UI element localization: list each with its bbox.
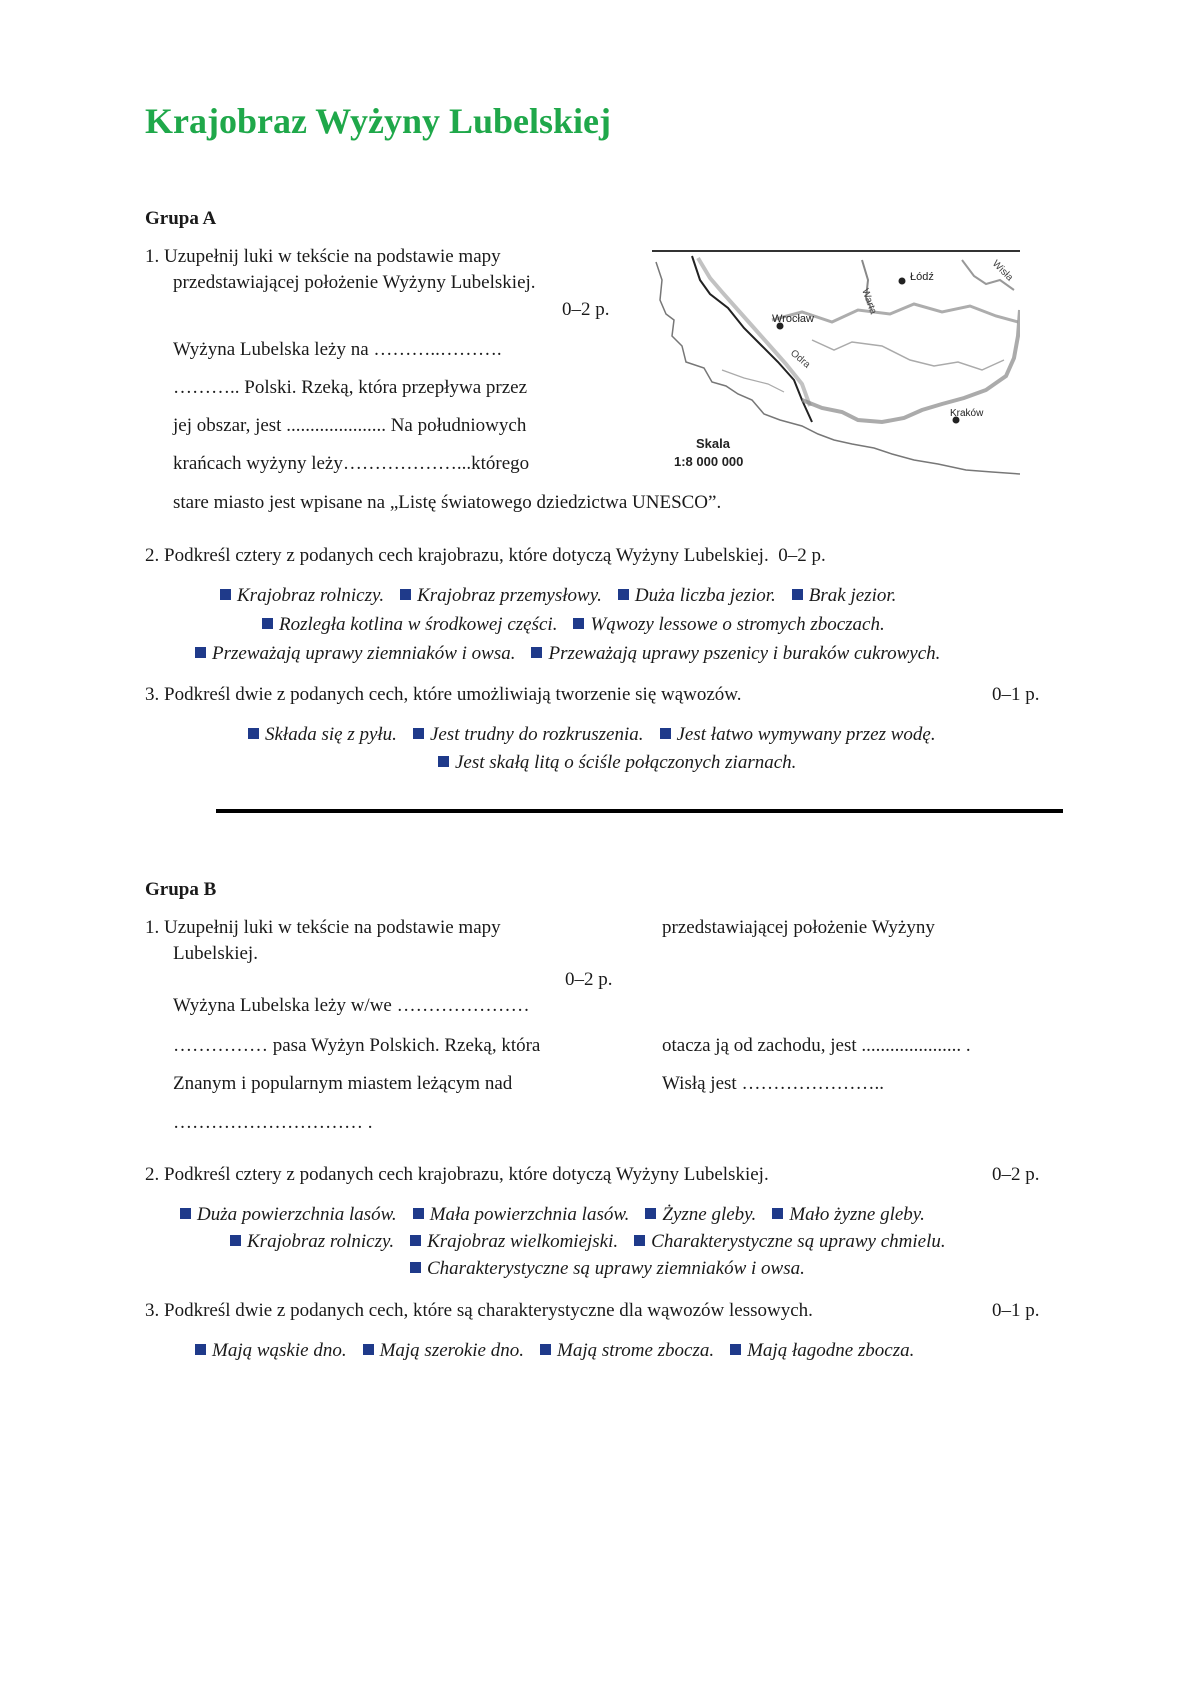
- map-label-warta: Warta: [859, 287, 879, 316]
- bullet-square-icon: [438, 756, 449, 767]
- map-label-wroclaw: Wrocław: [772, 313, 814, 325]
- map-scale-label: Skala: [696, 436, 730, 451]
- bullet-square-icon: [645, 1208, 656, 1219]
- b-q1-right-2: Wisłą jest …………………..: [662, 1073, 884, 1094]
- option-item[interactable]: Jest trudny do rozkruszenia.: [413, 724, 644, 745]
- option-item[interactable]: Krajobraz rolniczy.: [220, 585, 384, 606]
- group-a-heading: Grupa A: [145, 208, 217, 229]
- bullet-square-icon: [792, 589, 803, 600]
- section-divider: [216, 809, 1063, 813]
- option-item[interactable]: Mają wąskie dno.: [195, 1340, 347, 1361]
- bullet-square-icon: [413, 1208, 424, 1219]
- b-q3-options-row1: [195, 1340, 930, 1362]
- a-q1-line1: 1. Uzupełnij luki w tekście na podstawie mapy: [145, 246, 501, 267]
- bullet-square-icon: [400, 589, 411, 600]
- bullet-square-icon: [573, 618, 584, 629]
- option-item[interactable]: Jest łatwo wymywany przez wodę.: [660, 724, 936, 745]
- b-q1-points: 0–2 p.: [565, 969, 613, 990]
- bullet-square-icon: [363, 1344, 374, 1355]
- bullet-square-icon: [195, 647, 206, 658]
- bullet-square-icon: [531, 647, 542, 658]
- a-q1-line2: przedstawiającej położenie Wyżyny Lubelskiej.: [173, 272, 536, 293]
- option-item[interactable]: Charakterystyczne są uprawy chmielu.: [634, 1231, 945, 1252]
- page-title: Krajobraz Wyżyny Lubelskiej: [145, 101, 611, 141]
- bullet-square-icon: [634, 1235, 645, 1246]
- option-item[interactable]: Jest skałą litą o ściśle połączonych ziarnach.: [438, 752, 796, 773]
- bullet-square-icon: [410, 1262, 421, 1273]
- option-item[interactable]: Duża liczba jezior.: [618, 585, 776, 606]
- option-item[interactable]: Składa się z pyłu.: [248, 724, 397, 745]
- option-item[interactable]: Przeważają uprawy ziemniaków i owsa.: [195, 643, 515, 664]
- option-item[interactable]: Krajobraz wielkomiejski.: [410, 1231, 618, 1252]
- bullet-square-icon: [660, 728, 671, 739]
- option-item[interactable]: Żyzne gleby.: [645, 1204, 756, 1225]
- b-q2-prompt: 2. Podkreśl cztery z podanych cech krajobrazu, które dotyczą Wyżyny Lubelskiej.: [145, 1164, 769, 1185]
- b-q3-points: 0–1 p.: [992, 1300, 1040, 1321]
- bullet-square-icon: [410, 1235, 421, 1246]
- map-label-odra: Odra: [788, 347, 813, 371]
- option-item[interactable]: Mają łagodne zbocza.: [730, 1340, 914, 1361]
- option-item[interactable]: Mają szerokie dno.: [363, 1340, 524, 1361]
- a-q3-options-row1: [248, 724, 952, 746]
- a-q1-points: 0–2 p.: [562, 299, 610, 320]
- option-item[interactable]: Brak jezior.: [792, 585, 897, 606]
- option-item[interactable]: Przeważają uprawy pszenicy i buraków cukrowych.: [531, 643, 940, 664]
- option-item[interactable]: Mało żyzne gleby.: [772, 1204, 925, 1225]
- a-q2-points: 0–2 p.: [778, 545, 826, 566]
- a-q2-options-row3: [195, 643, 956, 665]
- bullet-square-icon: [180, 1208, 191, 1219]
- bullet-square-icon: [220, 589, 231, 600]
- a-q2-options-row2: [262, 614, 901, 636]
- option-item[interactable]: Duża powierzchnia lasów.: [180, 1204, 397, 1225]
- b-q1-right-1: otacza ją od zachodu, jest ..................... .: [662, 1035, 971, 1056]
- b-q1-left-4: ………………………… .: [173, 1112, 373, 1133]
- b-q1-left-1: Wyżyna Lubelska leży w/we …………………: [173, 995, 530, 1016]
- option-item[interactable]: Wąwozy lessowe o stromych zboczach.: [573, 614, 884, 635]
- bullet-square-icon: [248, 728, 259, 739]
- b-q1-left-2: …………… pasa Wyżyn Polskich. Rzeką, która: [173, 1035, 541, 1056]
- b-q2-options-row1: [180, 1204, 941, 1226]
- option-item[interactable]: Mała powierzchnia lasów.: [413, 1204, 630, 1225]
- bullet-square-icon: [262, 618, 273, 629]
- group-b-heading: Grupa B: [145, 879, 217, 900]
- a-q3-prompt: 3. Podkreśl dwie z podanych cech, które umożliwiają tworzenie się wąwozów.: [145, 684, 742, 705]
- a-q3-options-row2: [438, 752, 812, 774]
- map-label-wisla: Wisła: [989, 258, 1015, 284]
- b-q2-points: 0–2 p.: [992, 1164, 1040, 1185]
- bullet-square-icon: [195, 1344, 206, 1355]
- bullet-square-icon: [413, 728, 424, 739]
- a-q2-prompt: [145, 545, 826, 567]
- option-item[interactable]: Rozległa kotlina w środkowej części.: [262, 614, 557, 635]
- option-item[interactable]: Krajobraz rolniczy.: [230, 1231, 394, 1252]
- map-label-lodz: Łódź: [910, 271, 934, 283]
- bullet-square-icon: [540, 1344, 551, 1355]
- a-q1-text-1: Wyżyna Lubelska leży na ………..……….: [173, 339, 502, 360]
- a-q1-text-4: krańcach wyżyny leży………………...którego: [173, 453, 530, 474]
- bullet-square-icon: [230, 1235, 241, 1246]
- a-q1-text-3: jej obszar, jest ..................... Na południowych: [173, 415, 527, 436]
- option-item[interactable]: Mają strome zbocza.: [540, 1340, 714, 1361]
- b-q3-prompt: 3. Podkreśl dwie z podanych cech, które są charakterystyczne dla wąwozów lessowych.: [145, 1300, 813, 1321]
- a-q3-points: 0–1 p.: [992, 684, 1040, 705]
- a-q2-options-row1: [220, 585, 912, 607]
- b-q1-left-3: Znanym i popularnym miastem leżącym nad: [173, 1073, 513, 1094]
- b-q1-line1: 1. Uzupełnij luki w tekście na podstawie mapy: [145, 917, 501, 938]
- map-label-krakow: Kraków: [950, 408, 984, 419]
- b-q1-line1b: przedstawiającej położenie Wyżyny: [662, 917, 935, 938]
- option-item[interactable]: Krajobraz przemysłowy.: [400, 585, 602, 606]
- b-q2-options-row3: [410, 1258, 821, 1280]
- bullet-square-icon: [772, 1208, 783, 1219]
- b-q2-options-row2: [230, 1231, 962, 1253]
- a-q2-prompt-text: 2. Podkreśl cztery z podanych cech krajobrazu, które dotyczą Wyżyny Lubelskiej.: [145, 545, 769, 566]
- map-city-lodz-marker: [899, 278, 906, 285]
- bullet-square-icon: [618, 589, 629, 600]
- option-item[interactable]: Charakterystyczne są uprawy ziemniaków i owsa.: [410, 1258, 805, 1279]
- a-q1-text-5: stare miasto jest wpisane na „Listę światowego dziedzictwa UNESCO”.: [173, 492, 722, 513]
- map-illustration: [652, 250, 1020, 478]
- b-q1-line2: Lubelskiej.: [173, 943, 258, 964]
- a-q1-text-2: ……….. Polski. Rzeką, która przepływa przez: [173, 377, 528, 398]
- bullet-square-icon: [730, 1344, 741, 1355]
- map-scale-value: 1:8 000 000: [674, 454, 744, 469]
